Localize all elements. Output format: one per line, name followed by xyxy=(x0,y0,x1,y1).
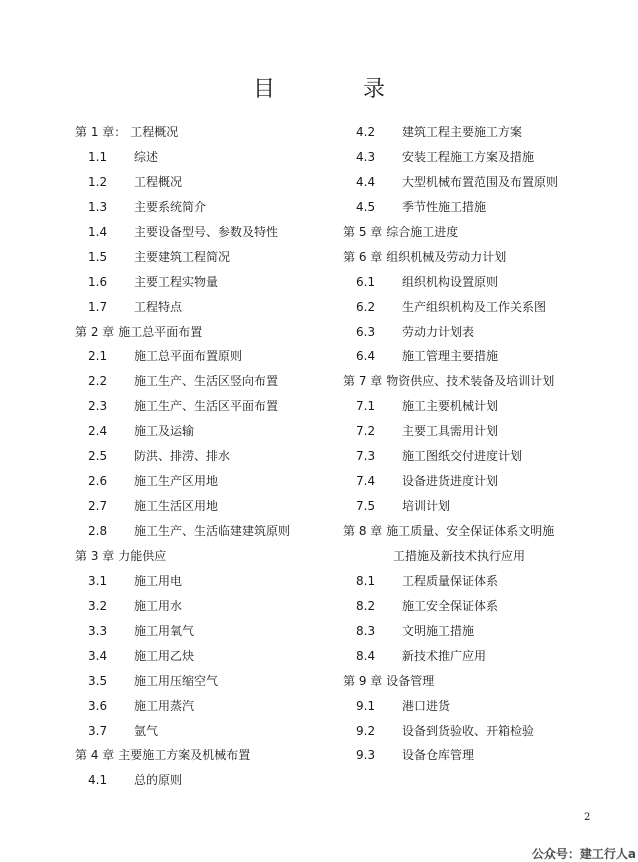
toc-entry-title: 文明施工措施 xyxy=(402,623,475,638)
toc-entry-number: 第 9 章 xyxy=(343,673,383,688)
toc-right-column xyxy=(343,120,598,768)
toc-section-entry xyxy=(343,644,598,669)
toc-section-entry xyxy=(75,145,345,170)
page-number: 2 xyxy=(584,812,591,823)
toc-section-entry xyxy=(75,619,345,644)
toc-entry-title: 施工生产、生活临建建筑原则 xyxy=(134,524,291,538)
toc-section-entry xyxy=(343,145,598,170)
toc-entry-title: 主要设备型号、参数及特性 xyxy=(134,224,279,239)
toc-entry-title: 主要建筑工程简况 xyxy=(134,249,231,264)
toc-entry-number: 4.4 xyxy=(356,174,376,189)
toc-entry-title: 工措施及新技术执行应用 xyxy=(393,548,526,563)
toc-entry-number: 1.5 xyxy=(88,249,108,264)
toc-entry-number: 第 8 章 xyxy=(343,524,383,538)
toc-entry-title: 施工及运输 xyxy=(134,424,195,439)
toc-entry-number: 3.6 xyxy=(88,698,108,713)
toc-section-entry xyxy=(75,644,345,669)
toc-entry-number: 2.6 xyxy=(88,474,108,489)
toc-chapter-entry xyxy=(343,245,598,270)
toc-entry-number: 6.3 xyxy=(356,324,376,339)
toc-entry-title: 施工图纸交付进度计划 xyxy=(402,449,523,464)
toc-section-entry xyxy=(75,195,345,220)
toc-section-entry xyxy=(343,719,598,744)
toc-section-entry xyxy=(75,494,345,519)
toc-entry-number: 3.3 xyxy=(88,623,108,638)
toc-section-entry xyxy=(75,394,345,419)
toc-entry-title: 综合施工进度 xyxy=(386,224,459,239)
toc-section-entry xyxy=(75,669,345,694)
toc-section-entry xyxy=(343,619,598,644)
toc-entry-title: 设备仓库管理 xyxy=(402,748,475,763)
toc-section-entry xyxy=(75,220,345,245)
toc-entry-number: 1.2 xyxy=(88,174,108,189)
toc-chapter-entry xyxy=(343,669,598,694)
toc-entry-title: 主要工具需用计划 xyxy=(402,424,499,439)
watermark: 公众号：建工行人a xyxy=(531,847,636,861)
toc-section-entry xyxy=(75,469,345,494)
toc-entry-title: 施工用氧气 xyxy=(134,623,195,638)
toc-entry-number: 7.3 xyxy=(356,449,376,464)
toc-entry-title: 主要系统简介 xyxy=(134,199,207,214)
toc-section-entry xyxy=(343,270,598,295)
toc-entry-title: 施工用水 xyxy=(134,598,183,613)
page-title: 目录 xyxy=(252,77,473,102)
toc-section-entry xyxy=(343,444,598,469)
toc-entry-number: 3.4 xyxy=(88,648,108,663)
toc-entry-title: 施工总平面布置原则 xyxy=(134,349,243,364)
toc-entry-number: 9.2 xyxy=(356,723,376,738)
toc-entry-title: 组织机械及劳动力计划 xyxy=(386,249,507,264)
toc-entry-number: 1.3 xyxy=(88,199,108,214)
toc-entry-number: 7.4 xyxy=(356,474,376,489)
toc-entry-title: 施工用蒸汽 xyxy=(134,698,195,713)
toc-section-entry xyxy=(343,120,598,145)
toc-entry-number: 3.5 xyxy=(88,673,108,688)
toc-entry-title: 施工安全保证体系 xyxy=(402,598,499,613)
toc-section-entry xyxy=(343,469,598,494)
toc-entry-number: 6.4 xyxy=(356,349,376,364)
toc-section-entry xyxy=(343,295,598,320)
toc-section-entry xyxy=(75,270,345,295)
toc-section-entry xyxy=(343,170,598,195)
toc-section-entry xyxy=(75,519,345,544)
toc-section-entry xyxy=(75,369,345,394)
toc-entry-number: 2.7 xyxy=(88,499,108,514)
toc-section-entry xyxy=(75,694,345,719)
toc-section-entry xyxy=(343,320,598,345)
toc-entry-number: 2.8 xyxy=(88,524,108,538)
toc-section-entry xyxy=(75,444,345,469)
toc-section-entry xyxy=(343,419,598,444)
toc-entry-title: 施工用乙炔 xyxy=(134,648,195,663)
toc-entry-title: 培训计划 xyxy=(402,499,451,514)
toc-entry-number: 2.3 xyxy=(88,399,108,414)
toc-entry-number: 9.1 xyxy=(356,698,376,713)
toc-entry-number: 7.1 xyxy=(356,399,376,414)
toc-entry-title: 工程特点 xyxy=(134,299,183,314)
toc-section-entry xyxy=(75,344,345,369)
toc-entry-number: 第 3 章 xyxy=(75,548,115,563)
toc-entry-title: 主要工程实物量 xyxy=(134,274,219,289)
toc-entry-number: 6.2 xyxy=(356,299,376,314)
toc-entry-title: 工程质量保证体系 xyxy=(402,573,499,588)
toc-entry-title: 新技术推广应用 xyxy=(402,648,487,663)
toc-entry-title: 劳动力计划表 xyxy=(402,324,475,339)
toc-entry-title: 施工生活区用地 xyxy=(134,499,219,514)
toc-entry-number: 1.1 xyxy=(88,149,108,164)
toc-section-entry xyxy=(75,594,345,619)
toc-entry-number: 4.1 xyxy=(88,773,108,788)
toc-entry-title: 施工生产、生活区平面布置 xyxy=(134,399,279,414)
toc-section-entry xyxy=(75,569,345,594)
toc-entry-title: 物资供应、技术装备及培训计划 xyxy=(386,374,555,389)
toc-section-entry xyxy=(343,344,598,369)
toc-chapter-entry xyxy=(75,120,345,145)
toc-entry-number: 3.2 xyxy=(88,598,108,613)
toc-entry-title: 大型机械布置范围及布置原则 xyxy=(402,174,559,189)
toc-entry-title: 施工质量、安全保证体系文明施 xyxy=(386,524,555,538)
toc-chapter-entry xyxy=(75,320,345,345)
toc-entry-number: 7.5 xyxy=(356,499,376,514)
toc-entry-number: 8.1 xyxy=(356,573,376,588)
toc-entry-title: 建筑工程主要施工方案 xyxy=(402,125,523,139)
toc-chapter-entry xyxy=(75,743,345,768)
toc-section-entry xyxy=(343,694,598,719)
toc-entry-number: 第 5 章 xyxy=(343,224,383,239)
toc-chapter-entry xyxy=(75,544,345,569)
toc-entry-title: 设备到货验收、开箱检验 xyxy=(402,723,535,738)
toc-entry-title: 施工管理主要措施 xyxy=(402,349,499,364)
toc-entry-title: 港口进货 xyxy=(402,698,451,713)
toc-entry-title: 防洪、排涝、排水 xyxy=(134,449,231,464)
toc-entry-title: 设备进货进度计划 xyxy=(402,474,499,489)
toc-entry-title: 工程概况 xyxy=(130,125,179,139)
toc-entry-number: 1.4 xyxy=(88,224,108,239)
toc-entry-number: 7.2 xyxy=(356,424,376,439)
toc-section-entry xyxy=(75,295,345,320)
toc-entry-number: 8.4 xyxy=(356,648,376,663)
toc-entry-title: 安装工程施工方案及措施 xyxy=(402,149,535,164)
toc-entry-number: 2.4 xyxy=(88,424,108,439)
toc-entry-title: 主要施工方案及机械布置 xyxy=(118,748,251,763)
toc-chapter-entry xyxy=(343,220,598,245)
toc-entry-number: 第 2 章 xyxy=(75,324,115,339)
toc-entry-number: 4.3 xyxy=(356,149,376,164)
toc-entry-title: 施工生产区用地 xyxy=(134,474,219,489)
toc-entry-number: 8.3 xyxy=(356,623,376,638)
toc-entry-title: 组织机构设置原则 xyxy=(402,274,499,289)
toc-chapter-entry xyxy=(343,369,598,394)
toc-section-entry xyxy=(343,743,598,768)
toc-entry-number: 4.2 xyxy=(356,125,376,139)
toc-chapter-entry xyxy=(343,519,598,544)
toc-section-entry xyxy=(75,719,345,744)
toc-entry-number: 9.3 xyxy=(356,748,376,763)
toc-entry-number: 第 1 章： xyxy=(75,125,127,139)
toc-entry-title: 设备管理 xyxy=(386,673,435,688)
toc-section-entry xyxy=(75,245,345,270)
toc-entry-title: 季节性施工措施 xyxy=(402,199,487,214)
toc-entry-number: 3.7 xyxy=(88,723,108,738)
toc-entry-number: 2.2 xyxy=(88,374,108,389)
toc-entry-number: 6.1 xyxy=(356,274,376,289)
toc-entry-continuation xyxy=(343,544,598,569)
toc-section-entry xyxy=(75,419,345,444)
toc-entry-number: 第 6 章 xyxy=(343,249,383,264)
toc-entry-number: 1.7 xyxy=(88,299,108,314)
toc-section-entry xyxy=(343,195,598,220)
toc-entry-title: 总的原则 xyxy=(134,773,183,788)
toc-entry-title: 生产组织机构及工作关系图 xyxy=(402,299,547,314)
toc-entry-number: 第 4 章 xyxy=(75,748,115,763)
toc-entry-number: 1.6 xyxy=(88,274,108,289)
toc-section-entry xyxy=(75,768,345,793)
toc-entry-number: 2.5 xyxy=(88,449,108,464)
toc-section-entry xyxy=(343,594,598,619)
toc-entry-title: 氩气 xyxy=(134,723,159,738)
toc-left-column xyxy=(75,120,345,793)
toc-entry-number: 3.1 xyxy=(88,573,108,588)
toc-entry-title: 施工生产、生活区竖向布置 xyxy=(134,374,279,389)
toc-section-entry xyxy=(75,170,345,195)
toc-entry-title: 施工用电 xyxy=(134,573,183,588)
toc-entry-title: 施工总平面布置 xyxy=(118,324,203,339)
toc-entry-title: 力能供应 xyxy=(118,548,167,563)
toc-entry-number: 4.5 xyxy=(356,199,376,214)
toc-entry-title: 综述 xyxy=(134,149,159,164)
toc-entry-title: 施工用压缩空气 xyxy=(134,673,219,688)
toc-section-entry xyxy=(343,394,598,419)
toc-entry-number: 8.2 xyxy=(356,598,376,613)
toc-entry-number: 第 7 章 xyxy=(343,374,383,389)
toc-entry-title: 施工主要机械计划 xyxy=(402,399,499,414)
toc-section-entry xyxy=(343,569,598,594)
toc-entry-number: 2.1 xyxy=(88,349,108,364)
toc-entry-title: 工程概况 xyxy=(134,174,183,189)
toc-section-entry xyxy=(343,494,598,519)
